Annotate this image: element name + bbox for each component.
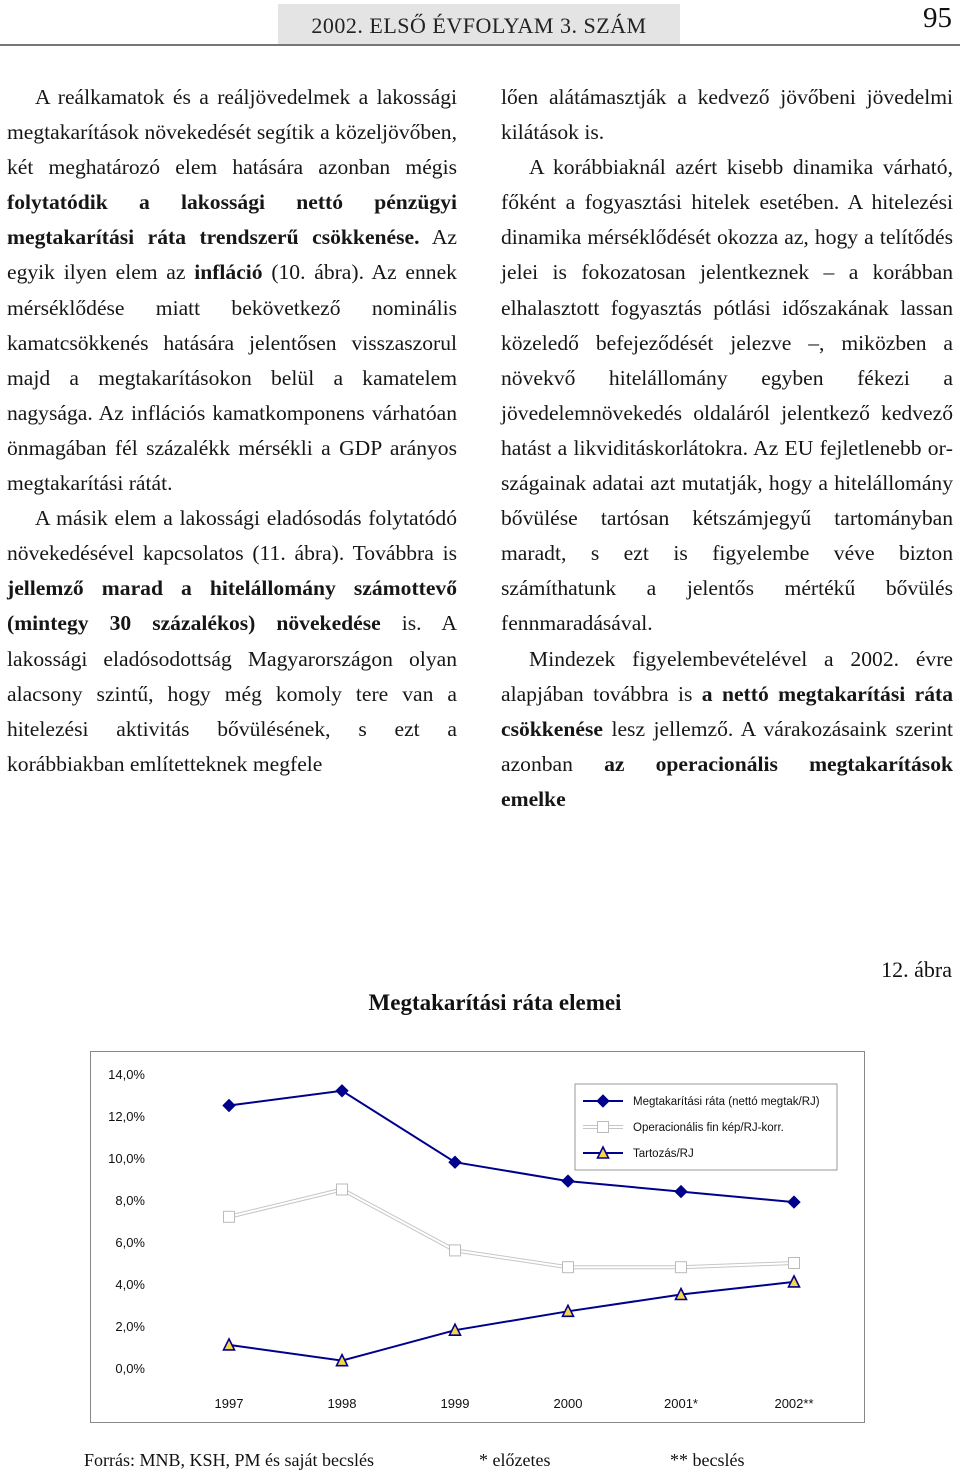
data-point	[337, 1184, 348, 1195]
y-tick-label: 8,0%	[115, 1193, 145, 1208]
x-tick-label: 1997	[214, 1396, 244, 1411]
savings-rate-chart	[91, 1052, 864, 1422]
series-line	[229, 1282, 794, 1361]
paragraph	[7, 501, 457, 782]
paragraph	[501, 150, 953, 641]
text-run: lően alátámasztják a kedvező jövőbeni jövedelmi kilátások is.	[501, 85, 953, 145]
figure-source: Forrás: MNB, KSH, PM és saját becslés	[84, 1450, 374, 1470]
page-number: 95	[923, 2, 952, 34]
x-tick-label: 2000	[553, 1396, 583, 1411]
data-point	[562, 1175, 574, 1187]
data-point	[223, 1100, 235, 1112]
header-rule	[0, 44, 960, 46]
y-tick-label: 2,0%	[115, 1319, 145, 1334]
data-point	[336, 1085, 348, 1097]
left-column	[7, 80, 457, 782]
data-point	[598, 1122, 609, 1133]
chart-frame	[90, 1051, 865, 1423]
text-run: A reálkamatok és a reáljövedelmek a lakossági megtakarítások növekedését segítik a közeljövőben, két meghatározó elem hatására azonban mégis	[7, 85, 457, 180]
text-run: lesz jellemző. A várakozásaink szerint azonban	[501, 716, 953, 776]
x-tick-label: 2002**	[774, 1396, 814, 1411]
data-point	[449, 1156, 461, 1168]
x-tick-label: 2001*	[664, 1396, 698, 1411]
y-tick-label: 12,0%	[108, 1109, 145, 1124]
legend-label: Operacionális fin kép/RJ-korr.	[633, 1122, 784, 1134]
data-point	[450, 1245, 461, 1256]
text-run: A korábbiaknál azért kisebb dinamika várható, főként a fogyasztási hitelek esetében. A hitelezési dinamika mérséklődését okozza az, hogy a telítődés jelei is fokozatosan jelentkeznek – a korábban elhalasztott fogyasztás pótlási időszakának lassan közeledő befejeződését jelezve –, miközben a növekvő hitelállomány egyben fékezi a jövedelemnövekedés oldaláról jelentkező kedvező hatást a likviditáskorlátokra. Az EU fejletlenebb országainak adatai azt mutatják, hogy a hitelállomány bővülése tartósan kétszámjegyű tartományban maradt, s ezt is figyelembe véve bizton számíthatunk a jelentős mértékű bővülés fennmaradásával.	[501, 155, 953, 636]
note-preliminary: * előzetes	[479, 1450, 551, 1470]
text-run: is. A lakossági eladósodottság Magyarországon olyan alacsony szintű, hogy még komoly tere van a hitelezési aktivitás bővülésének, s ezt a korábbiakban említetteknek megfele	[7, 611, 457, 776]
text-run: Az egyik ilyen elem az	[7, 225, 457, 285]
bold-text: infláció	[194, 260, 263, 285]
x-tick-label: 1998	[327, 1396, 357, 1411]
x-tick-label: 1999	[440, 1396, 470, 1411]
note-estimate: ** becslés	[670, 1450, 745, 1470]
data-point	[224, 1211, 235, 1222]
legend-label: Tartozás/RJ	[633, 1148, 694, 1160]
right-column	[501, 80, 953, 817]
figure-title: Megtakarítási ráta elemei	[368, 990, 622, 1015]
y-tick-label: 0,0%	[115, 1361, 145, 1376]
bold-text: a nettó megtakarítási ráta csökkenése	[501, 681, 953, 741]
text-run: A másik elem a lakossági eladósodás folytatódó növekedésével kapcsolatos (11. ábra). Továbbra is	[7, 506, 457, 566]
bold-text: az operacionális megtakarítások emelke	[501, 751, 954, 811]
y-tick-label: 10,0%	[108, 1151, 145, 1166]
issue-header: 2002. ELSŐ ÉVFOLYAM 3. SZÁM	[278, 4, 680, 44]
bold-text: jellemző marad a hitelállomány számottevő (mintegy 30 százalékos) növekedése	[7, 576, 457, 636]
series-line	[229, 1190, 794, 1268]
y-tick-label: 6,0%	[115, 1235, 145, 1250]
y-tick-label: 4,0%	[115, 1277, 145, 1292]
bold-text: folytatódik a lakossági nettó pénzügyi megtakarítási ráta trendszerű csökkenése.	[7, 190, 457, 250]
data-point	[788, 1196, 800, 1208]
text-run: Mindezek figyelembevételével a 2002. évre alapjában továbbra is	[501, 646, 953, 706]
paragraph	[7, 80, 457, 501]
series-line-outline	[229, 1190, 794, 1268]
paragraph	[501, 642, 953, 817]
figure-number: 12. ábra	[881, 957, 952, 982]
y-tick-label: 14,0%	[108, 1067, 145, 1082]
legend-label: Megtakarítási ráta (nettó megtak/RJ)	[633, 1096, 820, 1108]
paragraph	[501, 80, 953, 150]
data-point	[675, 1186, 687, 1198]
data-point	[563, 1262, 574, 1273]
data-point	[676, 1262, 687, 1273]
text-run: (10. ábra). Az ennek mérséklődése miatt bekövetkező nominális kamatcsökkenés hatására jelentősen visszaszorul majd a megtakarításokon belül a kamatelem nagysága. Az inflációs kamatkomponens várhatóan önmagában fél százalékk mérsékli a GDP arányos megtakarítási rátát.	[7, 260, 457, 496]
data-point	[789, 1258, 800, 1269]
data-point	[224, 1339, 235, 1350]
